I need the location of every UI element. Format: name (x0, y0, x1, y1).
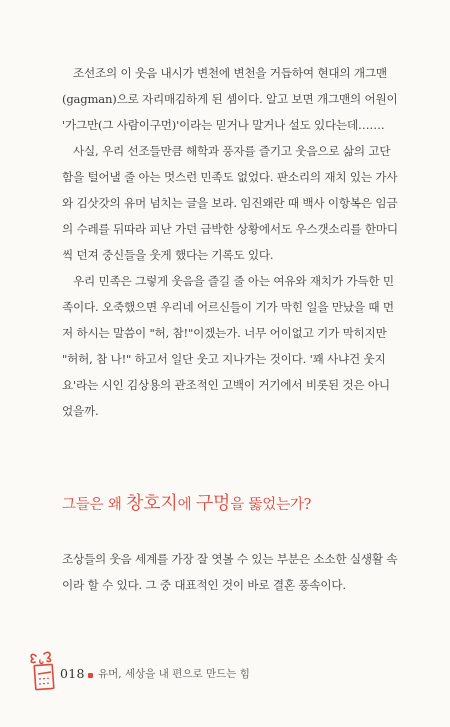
text-line: 었을까. (62, 404, 99, 418)
text-line: 저 하시는 말씀이 "허, 참!"이겠는가. 너무 어이없고 기가 막히지만 (62, 326, 387, 340)
text-line: 조선조의 이 웃음 내시가 변천에 변천을 거듭하여 현대의 개그맨 (73, 66, 387, 80)
text-line: 우리 민족은 그렇게 웃음을 즐길 줄 아는 여유와 재치가 가득한 민 (73, 274, 394, 288)
text-line: 사실, 우리 선조들만큼 해학과 풍자를 즐기고 웃음으로 삶의 고단 (73, 144, 391, 158)
section-heading (62, 489, 311, 515)
text-line: 의 수레를 뒤따라 피난 가던 급박한 상황에서도 우스갯소리를 한마디 (62, 222, 398, 236)
page-number: 018 (60, 666, 85, 681)
paragraph-1 (62, 60, 416, 138)
page-footer (28, 650, 328, 690)
paragraph-2 (62, 138, 416, 268)
text-line: 족이다. 오죽했으면 우리네 어르신들이 기가 막힌 일을 만났을 때 먼 (62, 300, 394, 314)
heading-emphasis: 구멍 (195, 493, 231, 514)
text-line: '가그만(그 사람이구먼)'이라는 믿거나 말거나 설도 있다는데……. (62, 118, 385, 132)
running-title: 유머, 세상을 내 편으로 만드는 힘 (98, 668, 250, 680)
text-line: 씩 던져 중신들을 웃게 했다는 기록도 있다. (62, 248, 274, 262)
text-line: "허허, 참 나!" 하고서 일단 웃고 지나가는 것이다. '꽤 사냐건 웃지 (62, 352, 386, 366)
heading-part: 을 뚫었는가? (230, 497, 312, 513)
text-line: (gagman)으로 자리매김하게 된 셈이다. 알고 보면 개그맨의 어원이 (62, 92, 398, 106)
heading-part: 그들은 왜 (62, 497, 127, 513)
text-line: 함을 털어낼 줄 아는 멋스런 민족도 없었다. 판소리의 재치 있는 가사 (62, 170, 398, 184)
text-line: 이라 할 수 있다. 그 중 대표적인 것이 바로 결혼 풍속이다. (62, 578, 346, 592)
heading-part: 에 (177, 497, 196, 513)
text-line: 조상들의 웃음 세계를 가장 잘 엿볼 수 있는 부분은 소소한 실생활 속 (62, 552, 398, 566)
text-line: 와 김삿갓의 유머 넘치는 글을 보라. 임진왜란 때 백사 이항복은 임금 (62, 196, 398, 210)
paragraph-3 (62, 268, 416, 424)
paragraph-4 (62, 546, 416, 598)
bullet-square-icon (88, 673, 93, 678)
gift-doodle-icon (28, 650, 58, 692)
text-line: 요'라는 시인 김상용의 관조적인 고백이 거기에서 비롯된 것은 아니 (62, 378, 390, 392)
heading-emphasis: 창호지 (126, 493, 178, 514)
